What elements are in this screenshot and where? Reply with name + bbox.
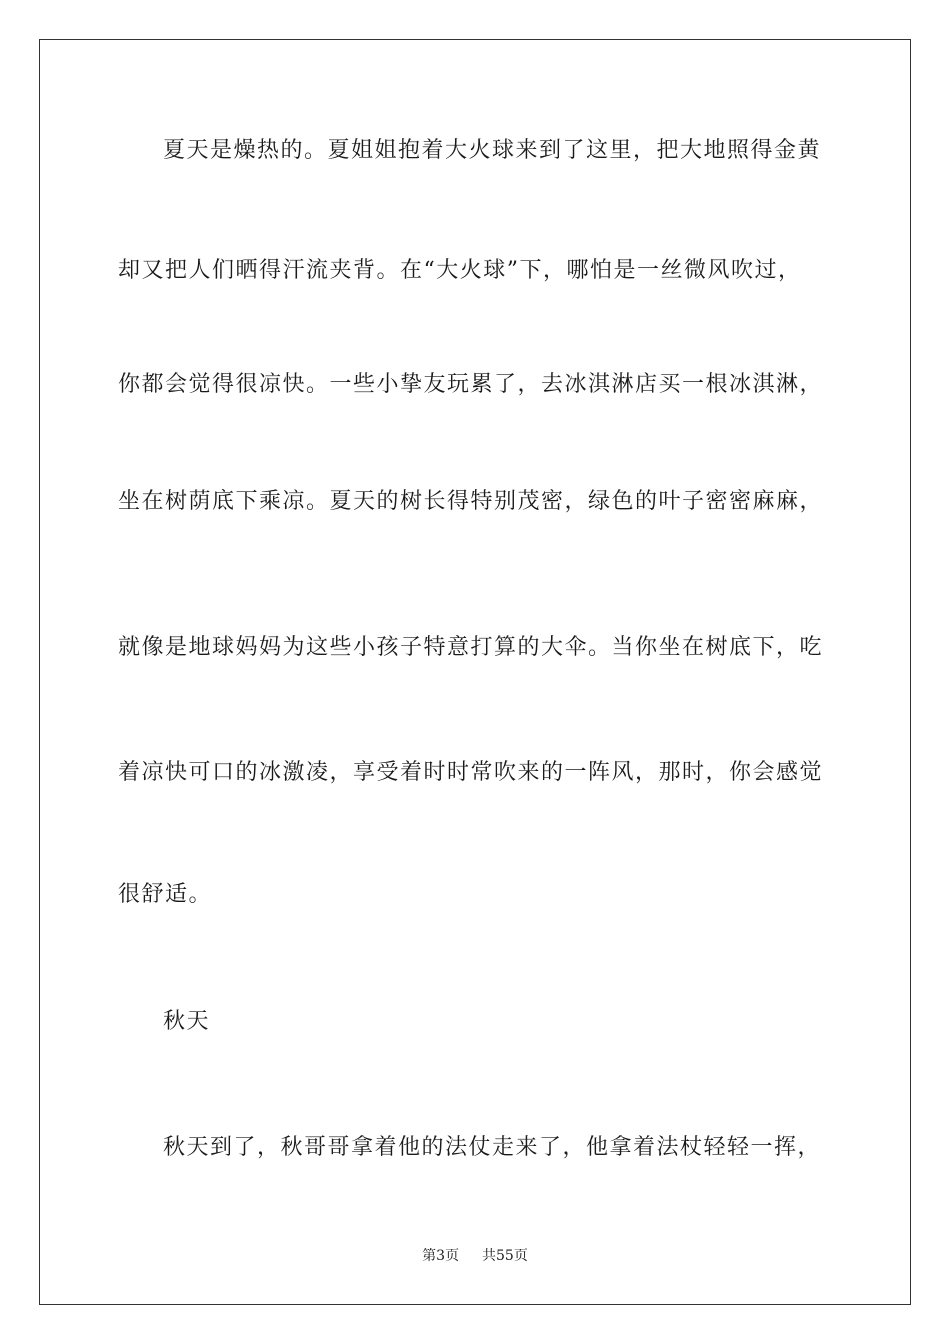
page-border [39, 39, 911, 1305]
paragraph-line: 秋天到了，秋哥哥拿着他的法仗走来了，他拿着法杖轻轻一挥， [163, 1135, 822, 1160]
section-heading: 秋天 [163, 1009, 211, 1034]
paragraph-line: 你都会觉得很凉快。一些小挚友玩累了，去冰淇淋店买一根冰淇淋， [118, 372, 824, 397]
paragraph-line: 着凉快可口的冰激凌，享受着时时常吹来的一阵风，那时，你会感觉 [118, 760, 824, 785]
page-number-total: 共55页 [482, 1248, 528, 1264]
paragraph-line: 就像是地球妈妈为这些小孩子特意打算的大伞。当你坐在树底下，吃 [118, 635, 824, 660]
paragraph-line: 夏天是燥热的。夏姐姐抱着大火球来到了这里，把大地照得金黄 [163, 138, 822, 163]
page-number-current: 第3页 [422, 1248, 460, 1264]
paragraph-line: 却又把人们晒得汗流夹背。在“大火球”下，哪怕是一丝微风吹过， [118, 258, 802, 283]
paragraph-line: 很舒适。 [118, 882, 213, 907]
paragraph-line: 坐在树荫底下乘凉。夏天的树长得特别茂密，绿色的叶子密密麻麻， [118, 489, 824, 514]
page-footer [0, 1247, 950, 1265]
